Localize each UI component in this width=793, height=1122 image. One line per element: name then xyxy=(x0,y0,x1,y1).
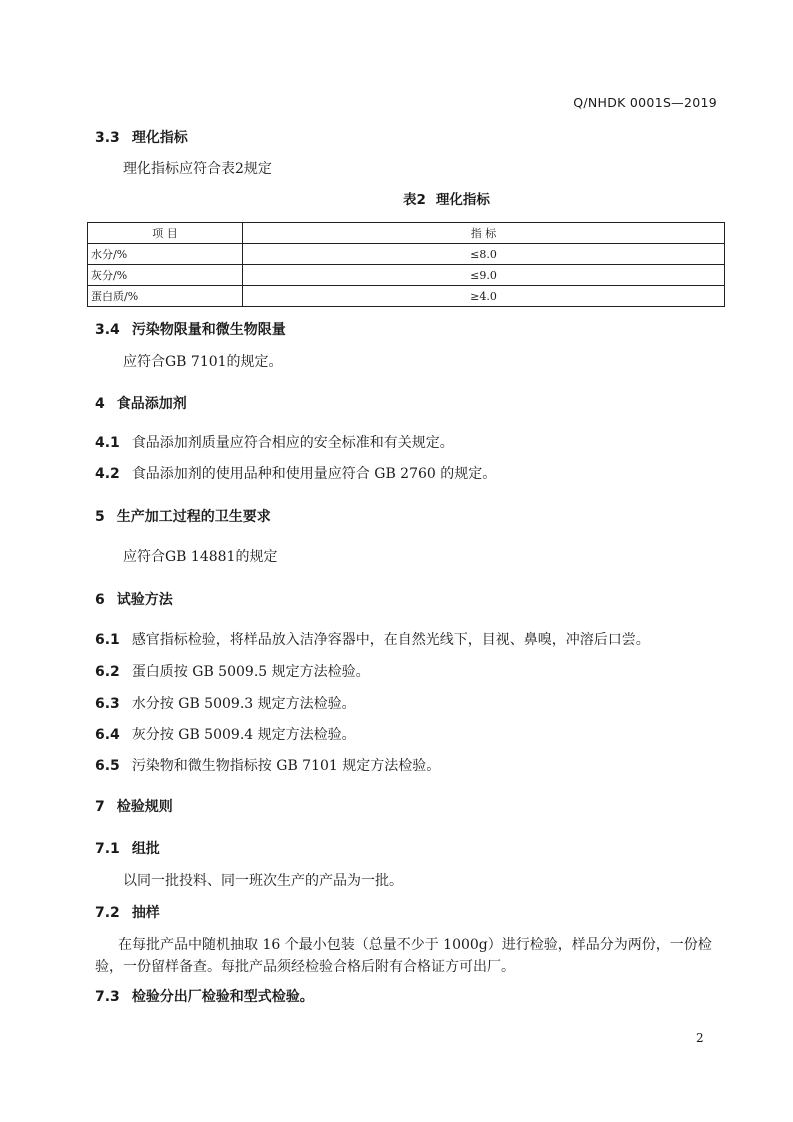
table-cell-item: 灰分/% xyxy=(88,265,243,286)
section-5-text: 应符合GB 14881的规定 xyxy=(123,549,278,565)
spec-table xyxy=(87,222,725,307)
table-caption-number: 表2 xyxy=(403,192,426,208)
clause-text: 灰分按 GB 5009.4 规定方法检验。 xyxy=(131,727,356,743)
section-title: 污染物限量和微生物限量 xyxy=(131,322,286,338)
section-3-3-heading xyxy=(95,128,188,148)
section-number: 7 xyxy=(95,799,105,815)
clause-text: 蛋白质按 GB 5009.5 规定方法检验。 xyxy=(131,664,370,680)
section-title: 试验方法 xyxy=(116,592,173,608)
table-row xyxy=(88,265,725,286)
clause-number: 6.5 xyxy=(95,758,120,774)
section-4-heading xyxy=(95,394,187,414)
table-header-spec: 指 标 xyxy=(243,223,725,244)
section-title: 检验规则 xyxy=(116,799,173,815)
clause-number: 6.4 xyxy=(95,727,120,743)
clause-text: 污染物和微生物指标按 GB 7101 规定方法检验。 xyxy=(131,758,441,774)
section-title: 生产加工过程的卫生要求 xyxy=(116,509,271,525)
section-7-heading xyxy=(95,797,173,817)
section-title: 食品添加剂 xyxy=(116,396,187,412)
section-number: 7.2 xyxy=(95,905,120,921)
clause-number: 6.3 xyxy=(95,696,120,712)
table-header-item: 项 目 xyxy=(88,223,243,244)
table-caption-title: 理化指标 xyxy=(435,192,490,208)
section-number: 6 xyxy=(95,592,105,608)
section-3-4-heading xyxy=(95,320,286,340)
section-title: 检验分出厂检验和型式检验。 xyxy=(131,989,314,1005)
clause-4-1 xyxy=(95,433,454,453)
section-number: 7.1 xyxy=(95,841,120,857)
clause-6-3 xyxy=(95,694,356,714)
section-5-heading xyxy=(95,507,271,527)
section-7-2-heading xyxy=(95,903,160,923)
clause-text: 食品添加剂的使用品种和使用量应符合 GB 2760 的规定。 xyxy=(131,466,497,482)
clause-number: 4.1 xyxy=(95,435,120,451)
table-cell-item: 水分/% xyxy=(88,244,243,265)
section-title: 抽样 xyxy=(131,905,160,921)
section-number: 3.3 xyxy=(95,130,120,146)
clause-number: 6.2 xyxy=(95,664,120,680)
section-number: 4 xyxy=(95,396,105,412)
table-row xyxy=(88,244,725,265)
clause-6-1 xyxy=(95,630,650,650)
table-cell-spec: ≤8.0 xyxy=(243,244,725,265)
section-7-1-heading xyxy=(95,839,160,859)
document-code: Q/NHDK 0001S—2019 xyxy=(573,95,717,110)
clause-6-2 xyxy=(95,662,370,682)
table-header-row xyxy=(88,223,725,244)
section-number: 3.4 xyxy=(95,322,120,338)
clause-6-5 xyxy=(95,756,440,776)
section-7-1-text: 以同一批投料、同一班次生产的产品为一批。 xyxy=(123,873,403,889)
section-number: 7.3 xyxy=(95,989,120,1005)
section-title: 理化指标 xyxy=(131,130,188,146)
table-cell-item: 蛋白质/% xyxy=(88,286,243,307)
section-7-2-text: 在每批产品中随机抽取 16 个最小包装（总量不少于 1000g）进行检验，样品分为两份，一份检验，一份留样备查。每批产品须经检验合格后附有合格证方可出厂。 xyxy=(95,937,712,975)
clause-6-4 xyxy=(95,725,356,745)
section-3-4-text: 应符合GB 7101的规定。 xyxy=(123,354,283,370)
section-6-heading xyxy=(95,590,173,610)
table-cell-spec: ≥4.0 xyxy=(243,286,725,307)
table-row xyxy=(88,286,725,307)
clause-number: 4.2 xyxy=(95,466,120,482)
clause-4-2 xyxy=(95,464,496,484)
section-number: 5 xyxy=(95,509,105,525)
section-title: 组批 xyxy=(131,841,160,857)
clause-text: 水分按 GB 5009.3 规定方法检验。 xyxy=(131,696,356,712)
page-number: 2 xyxy=(696,1031,704,1045)
clause-number: 6.1 xyxy=(95,632,120,648)
clause-text: 感官指标检验，将样品放入洁净容器中，在自然光线下，目视、鼻嗅，冲溶后口尝。 xyxy=(131,632,650,648)
table-caption xyxy=(403,190,490,210)
section-3-3-text: 理化指标应符合表2规定 xyxy=(123,161,272,177)
section-7-3-heading xyxy=(95,987,314,1007)
clause-text: 食品添加剂质量应符合相应的安全标准和有关规定。 xyxy=(131,435,454,451)
table-cell-spec: ≤9.0 xyxy=(243,265,725,286)
